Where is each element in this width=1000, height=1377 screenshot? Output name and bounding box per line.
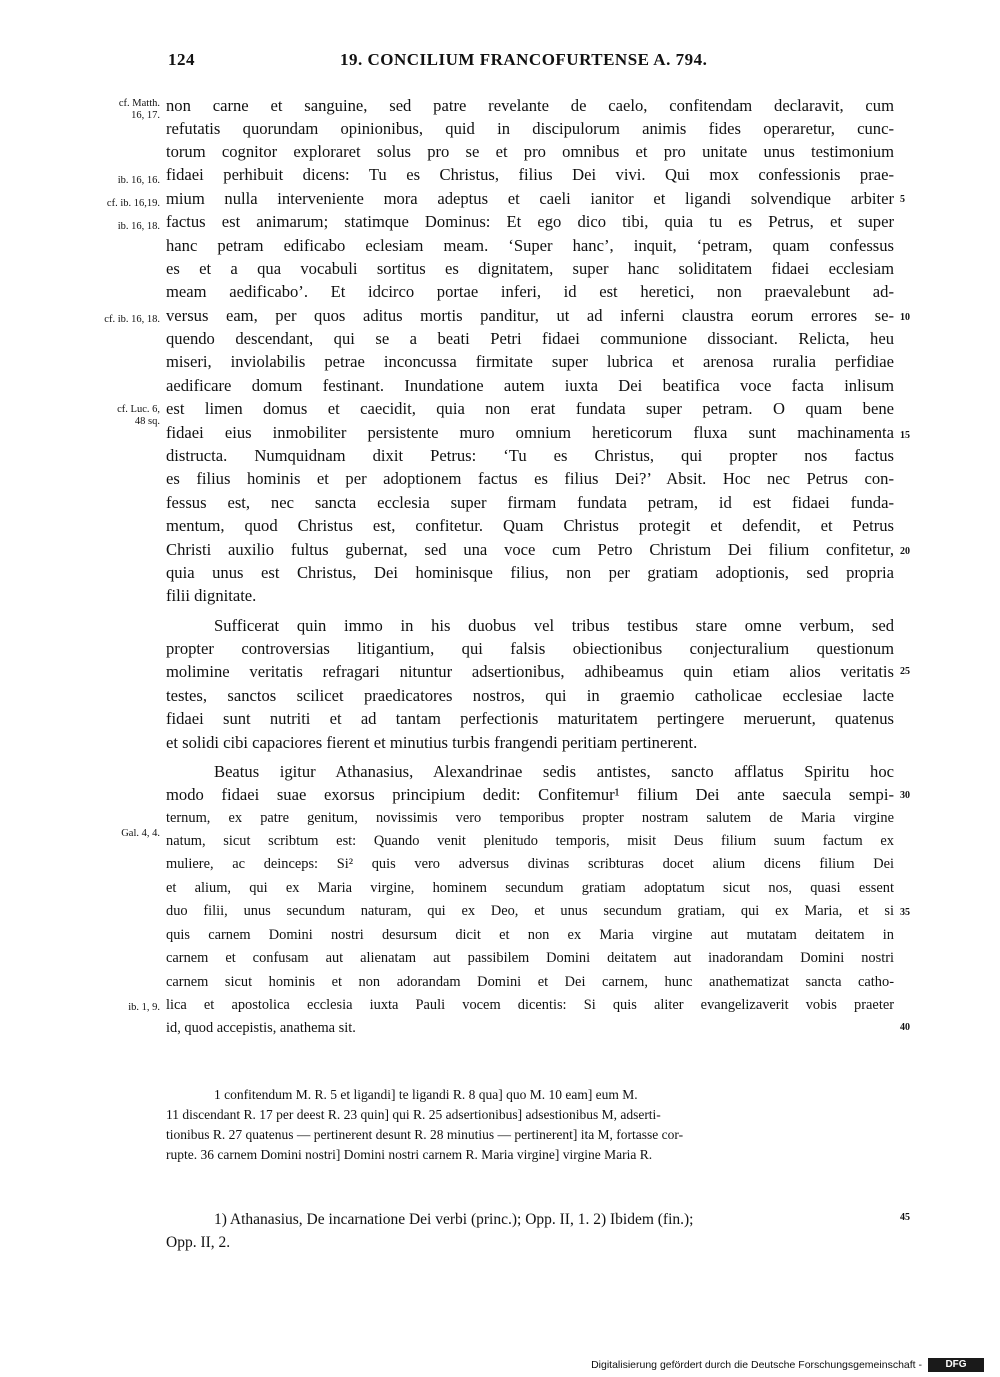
margin-note-text: cf. Luc. 6, 48 sq. bbox=[117, 404, 160, 427]
text-line: Sufficerat quin immo in his duobus vel tribus testibus stare omne verbum, sed bbox=[214, 616, 894, 635]
apparatus-line: tionibus R. 27 quatenus — pertinerent desunt R. 28 minutius — pertinerent] ita M, fortasse cor- bbox=[166, 1127, 684, 1142]
margin-note-text: cf. ib. 16,19. bbox=[106, 198, 160, 209]
text-line: id, quod accepistis, anathema sit. bbox=[166, 1020, 356, 1036]
line-number: 5 bbox=[900, 194, 905, 205]
text-line: mentum, quod Christus est, confitetur. Quam Christus protegit et defendit, et Petrus bbox=[166, 516, 894, 535]
line-number: 10 bbox=[900, 312, 910, 323]
line-number: 45 bbox=[900, 1212, 910, 1223]
text-line: es filius hominis et per adoptionem factus es filius Dei?’ Absit. Hoc nec Petrus con- bbox=[166, 469, 894, 488]
line-number: 30 bbox=[900, 790, 910, 801]
text-line: filii dignitate. bbox=[166, 586, 257, 605]
text-line: modo fidaei suae exorsus principium dedit: Confitemur¹ filium Dei ante saecula sempi- bbox=[166, 785, 894, 804]
text-line: hanc petram edificabo eclesiam meam. ‘Super hanc’, inquit, ‘petram, quam confessus bbox=[166, 236, 894, 255]
text-line: et solidi cibi capaciores fierent et minutius turbis frangendi peritiam pertinerent. bbox=[166, 733, 698, 752]
funding-credit: Digitalisierung gefördert durch die Deutsche Forschungsgemeinschaft - bbox=[591, 1359, 922, 1371]
text-line: molimine veritatis refragari nituntur adsertionibus, adhibeamus quin etiam alios veritatis bbox=[166, 662, 894, 681]
margin-note bbox=[121, 828, 160, 840]
line-number: 40 bbox=[900, 1022, 910, 1033]
text-line: es et a qua vocabuli sortitus es dignitatem, super hanc soliditatem fidaei ecclesiam bbox=[166, 259, 894, 278]
margin-note bbox=[119, 98, 160, 122]
text-line: refutatis quorundam opinionibus, quid in discipulorum animis fides operaretur, cunc- bbox=[166, 119, 894, 138]
margin-note-text: ib. 1, 9. bbox=[128, 1002, 160, 1013]
text-line: meam aedificabo’. Et idcirco portae inferi, id est heretici, non praevalebunt ad- bbox=[166, 282, 894, 301]
margin-note bbox=[107, 198, 160, 210]
text-line: torum cognitor exploraret solus pro se et pro omnibus et pro unitate unus testimonium bbox=[166, 142, 894, 161]
source-note: 1) Athanasius, De incarnatione Dei verbi (princ.); Opp. II, 1. 2) Ibidem (fin.); bbox=[214, 1211, 694, 1228]
text-line: testes, sanctos scilicet praedicatores nostros, qui in graemio catholicae ecclesiae lacte bbox=[166, 686, 894, 705]
text-line: est limen domus et caecidit, quia non erat fundata super petram. O quam bene bbox=[166, 399, 894, 418]
text-line: fidaei sunt nutriti et ad tantam perfectionis maturitatem pertingere meruerunt, quatenus bbox=[166, 709, 894, 728]
text-line: quia unus est Christus, Dei hominisque filius, non per gratiam adoptionis, sed propria bbox=[166, 563, 894, 582]
text-line: carnem et confusam aut alienatam aut passibilem Domini deitatem aut inadorandam Domini nostri bbox=[166, 950, 894, 966]
page-number: 124 bbox=[168, 50, 195, 69]
margin-note-text: cf. ib. 16, 18. bbox=[104, 314, 160, 325]
running-title: 19. CONCILIUM FRANCOFURTENSE A. 794. bbox=[340, 50, 708, 69]
text-line: propter controversias litigantium, qui falsis obiectionibus conjecturalium questionum bbox=[166, 639, 894, 658]
text-line: duo filii, unus secundum naturam, qui ex Deo, et unus secundum gratiam, qui ex Maria, et si bbox=[166, 903, 894, 919]
text-line: aedificare domum festinant. Inundatione autem iuxta Dei beatifica voce facta inlisum bbox=[166, 376, 894, 395]
text-line: carnem sicut hominis et non adorandam Domini et Dei carnem, hunc anathematizat sancta catho- bbox=[166, 974, 894, 990]
line-number: 35 bbox=[900, 907, 910, 918]
text-line: lica et apostolica ecclesia iuxta Pauli vocem dicentis: Si quis aliter evangelizaverit vobis praeter bbox=[166, 997, 894, 1013]
line-number: 25 bbox=[900, 666, 910, 677]
margin-note bbox=[118, 175, 160, 187]
text-line: fidaei eius inmobiliter persistente muro omnium hereticorum fluxa sunt machinamenta bbox=[166, 423, 894, 442]
text-line: fidaei perhibuit dicens: Tu es Christus, filius Dei vivi. Qui mox confessionis prae- bbox=[166, 165, 894, 184]
text-line: non carne et sanguine, sed patre revelante de caelo, confitendam declaravit, cum bbox=[166, 96, 894, 115]
margin-note bbox=[118, 221, 160, 233]
margin-note bbox=[128, 1002, 160, 1014]
source-note: Opp. II, 2. bbox=[166, 1234, 231, 1251]
margin-note bbox=[104, 314, 160, 326]
page-header bbox=[160, 50, 900, 74]
margin-note-text: cf. Matth. 16, 17. bbox=[118, 98, 160, 121]
text-line: muliere, ac deinceps: Si² quis vero adversus divinas scribturas docet alium dicens filium Dei bbox=[166, 856, 894, 872]
margin-note-text: ib. 16, 16. bbox=[117, 175, 160, 186]
apparatus-line: 1 confitendum M. R. 5 et ligandi] te ligandi R. 8 qua] quo M. 10 eam] eum M. bbox=[214, 1087, 638, 1102]
text-line: distructa. Numquidnam dixit Petrus: ‘Tu es Christus, qui propter nos factus bbox=[166, 446, 894, 465]
apparatus-line: 11 discendant R. 17 per deest R. 23 quin] qui R. 25 adsertionibus] adsestionibus M, adserti- bbox=[166, 1107, 661, 1122]
margin-note bbox=[117, 404, 160, 428]
margin-note-text: ib. 16, 18. bbox=[117, 221, 160, 232]
text-line: ternum, ex patre genitum, novissimis vero temporibus propter nostram salutem de Maria virgine bbox=[166, 810, 894, 826]
line-number: 20 bbox=[900, 546, 910, 557]
text-line: mium nulla interveniente mora adeptus et caeli ianitor et ligandi solvendique arbiter bbox=[166, 189, 894, 208]
text-line: Christi auxilio fultus gubernat, sed una voce cum Petro Christum Dei filium confitetur, bbox=[166, 540, 894, 559]
text-line: Beatus igitur Athanasius, Alexandrinae sedis antistes, sancto afflatus Spiritu hoc bbox=[214, 762, 894, 781]
text-line: factus est animarum; statimque Dominus: Et ego dico tibi, quia tu es Petrus, et super bbox=[166, 212, 894, 231]
text-line: fessus est, nec sancta ecclesia super firmam fundata petram, id est fidaei funda- bbox=[166, 493, 894, 512]
margin-note-text: Gal. 4, 4. bbox=[121, 828, 160, 839]
line-number: 15 bbox=[900, 430, 910, 441]
apparatus-line: rupte. 36 carnem Domini nostri] Domini nostri carnem R. Maria virgine] virgine Maria R. bbox=[166, 1147, 653, 1162]
text-line: miseri, inviolabilis petrae inconcussa firmitate super lubrica et arenosa ruralia perfidiae bbox=[166, 352, 894, 371]
text-line: quendo descendant, qui se a beati Petri fidaei communione dissociant. Relicta, heu bbox=[166, 329, 894, 348]
text-line: et alium, qui ex Maria virgine, hominem secundum gratiam adoptatum sicut nos, quasi essent bbox=[166, 880, 894, 896]
text-line: natum, sicut scribtum est: Quando venit plenitudo temporis, misit Deus filium suum factum ex bbox=[166, 833, 894, 849]
text-line: quis carnem Domini nostri desursum dicit et non ex Maria virgine aut mutatam deitatem in bbox=[166, 927, 894, 943]
dfg-logo: DFG bbox=[928, 1358, 984, 1372]
text-line: versus eam, per quos aditus mortis panditur, ut ad inferni claustra eorum errores se- bbox=[166, 306, 894, 325]
